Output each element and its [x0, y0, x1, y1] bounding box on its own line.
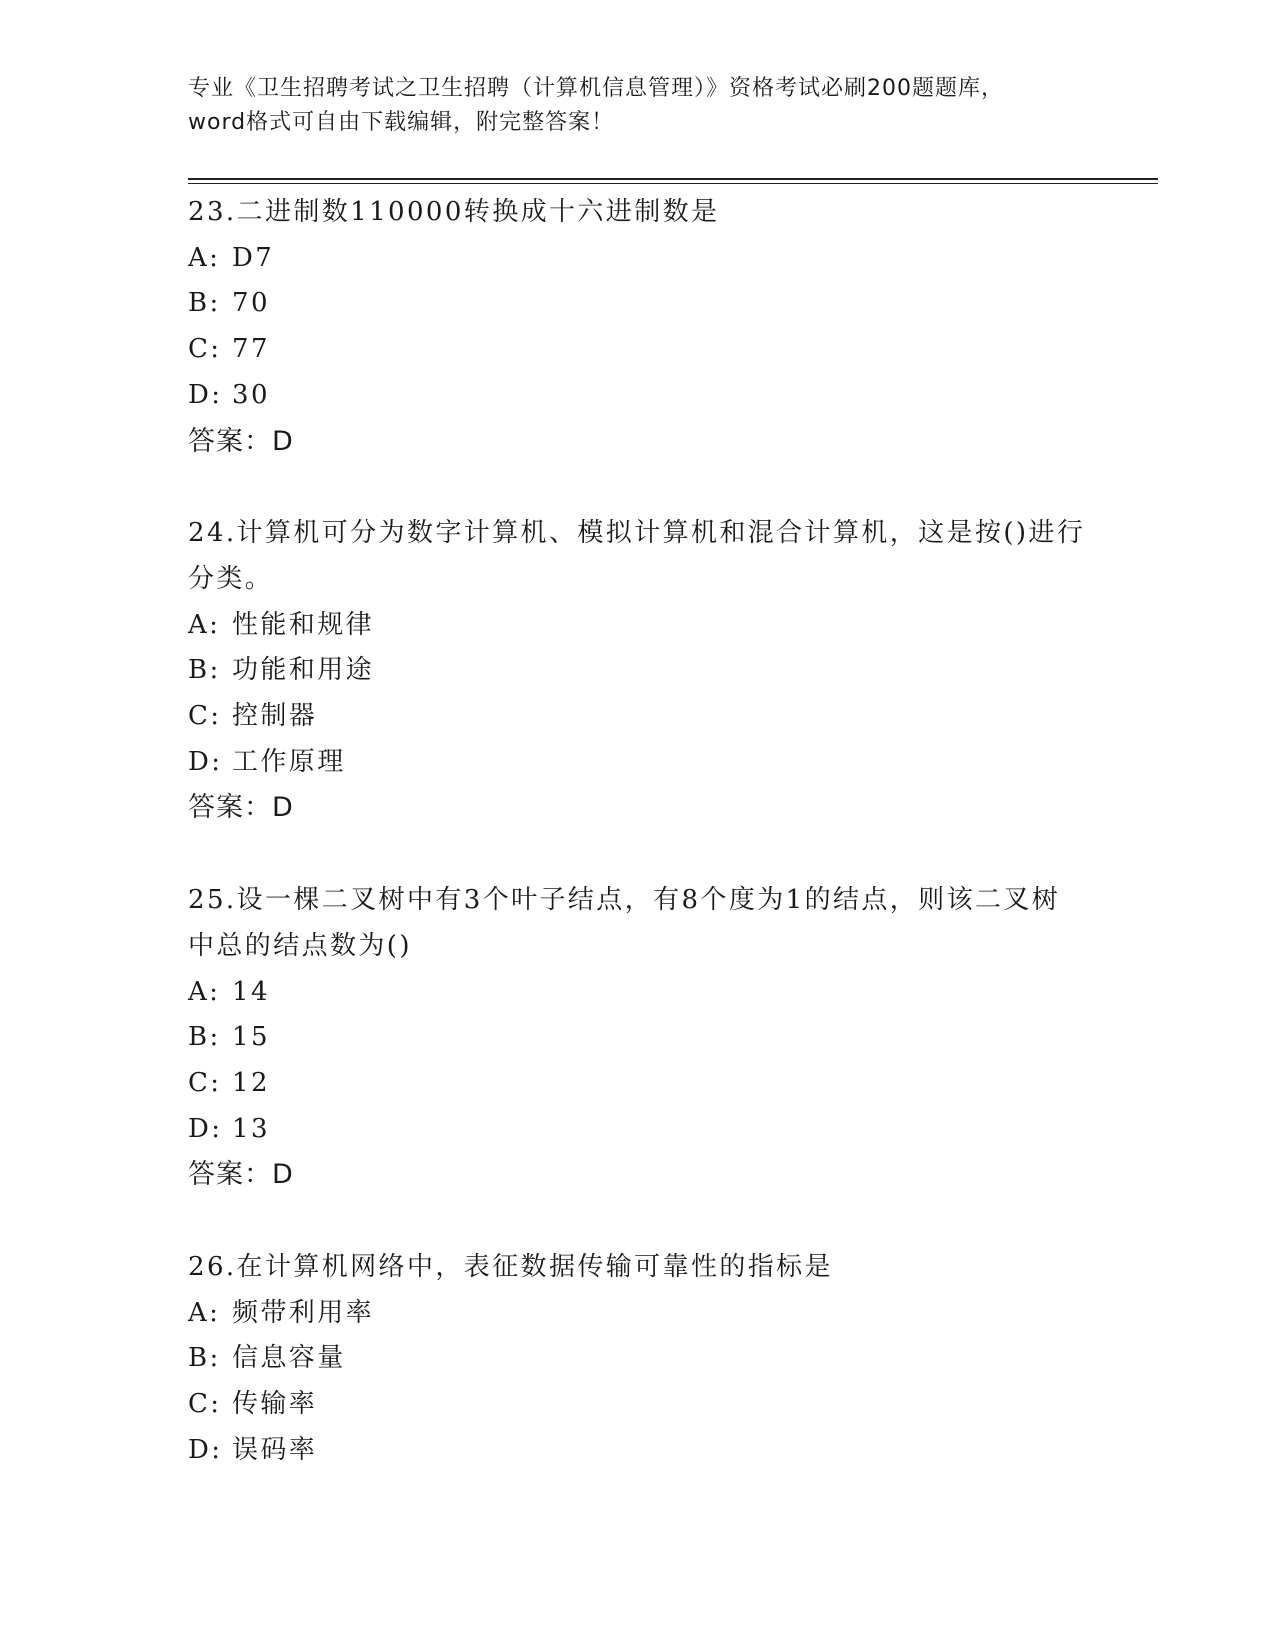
- question-23: [188, 190, 1088, 464]
- option-key: D:: [188, 379, 223, 410]
- option-key: C:: [188, 701, 222, 732]
- option-key: B:: [188, 288, 221, 319]
- option-b: [188, 1015, 1088, 1061]
- option-text: 性能和规律: [232, 609, 375, 640]
- option-key: C:: [188, 1067, 222, 1098]
- option-text: 工作原理: [232, 746, 346, 777]
- option-text: 13: [232, 1113, 270, 1144]
- header-line-1: 专业《卫生招聘考试之卫生招聘（计算机信息管理）》资格考试必刷200题题库，: [188, 76, 1004, 101]
- option-key: A:: [188, 609, 221, 640]
- header-line-2: word格式可自由下载编辑，附完整答案！: [188, 110, 615, 135]
- question-24: [188, 511, 1088, 831]
- option-b: [188, 281, 1088, 327]
- option-c: [188, 327, 1088, 373]
- question-stem: 26.在计算机网络中，表征数据传输可靠性的指标是: [188, 1252, 833, 1283]
- option-a: [188, 236, 1088, 282]
- option-a: [188, 970, 1088, 1016]
- option-c: [188, 694, 1088, 740]
- option-d: [188, 373, 1088, 419]
- option-text: 14: [232, 976, 270, 1007]
- option-text: 15: [232, 1022, 270, 1053]
- option-text: 控制器: [232, 701, 318, 732]
- document-header: [188, 72, 1088, 140]
- option-key: A:: [188, 242, 221, 273]
- option-text: 12: [232, 1067, 270, 1098]
- question-stem: 25.设一棵二叉树中有3个叶子结点，有8个度为1的结点，则该二叉树中总的结点数为(): [188, 885, 1061, 961]
- question-stem: 23.二进制数110000转换成十六进制数是: [188, 197, 720, 227]
- question-25: [188, 878, 1088, 1198]
- option-b: [188, 1336, 1088, 1382]
- option-d: [188, 740, 1088, 786]
- option-key: C:: [188, 1389, 222, 1420]
- option-key: D:: [188, 746, 223, 777]
- option-c: [188, 1382, 1088, 1428]
- option-text: 功能和用途: [232, 655, 375, 686]
- answer-line: 答案：D: [188, 792, 294, 824]
- option-a: [188, 1291, 1088, 1337]
- question-stem: 24.计算机可分为数字计算机、模拟计算机和混合计算机，这是按()进行分类。: [188, 518, 1086, 594]
- option-key: D:: [188, 1113, 223, 1144]
- option-text: 误码率: [232, 1434, 318, 1465]
- header-divider: [188, 178, 1158, 184]
- option-key: B:: [188, 1343, 221, 1374]
- option-b: [188, 648, 1088, 694]
- question-list: [188, 190, 1088, 1521]
- option-d: [188, 1107, 1088, 1153]
- option-text: 频带利用率: [232, 1297, 375, 1328]
- option-text: D7: [232, 242, 275, 273]
- option-d: [188, 1428, 1088, 1474]
- option-text: 70: [232, 288, 270, 319]
- question-26: [188, 1245, 1088, 1474]
- answer-line: 答案：D: [188, 1159, 294, 1191]
- option-key: D:: [188, 1434, 223, 1465]
- option-text: 传输率: [232, 1389, 318, 1420]
- option-text: 77: [232, 334, 270, 365]
- option-key: A:: [188, 1297, 221, 1328]
- option-a: [188, 603, 1088, 649]
- option-key: B:: [188, 1022, 221, 1053]
- option-key: C:: [188, 334, 222, 365]
- option-text: 信息容量: [232, 1343, 346, 1374]
- option-text: 30: [232, 379, 270, 410]
- answer-line: 答案：D: [188, 425, 294, 457]
- option-key: A:: [188, 976, 221, 1007]
- option-c: [188, 1061, 1088, 1107]
- option-key: B:: [188, 655, 221, 686]
